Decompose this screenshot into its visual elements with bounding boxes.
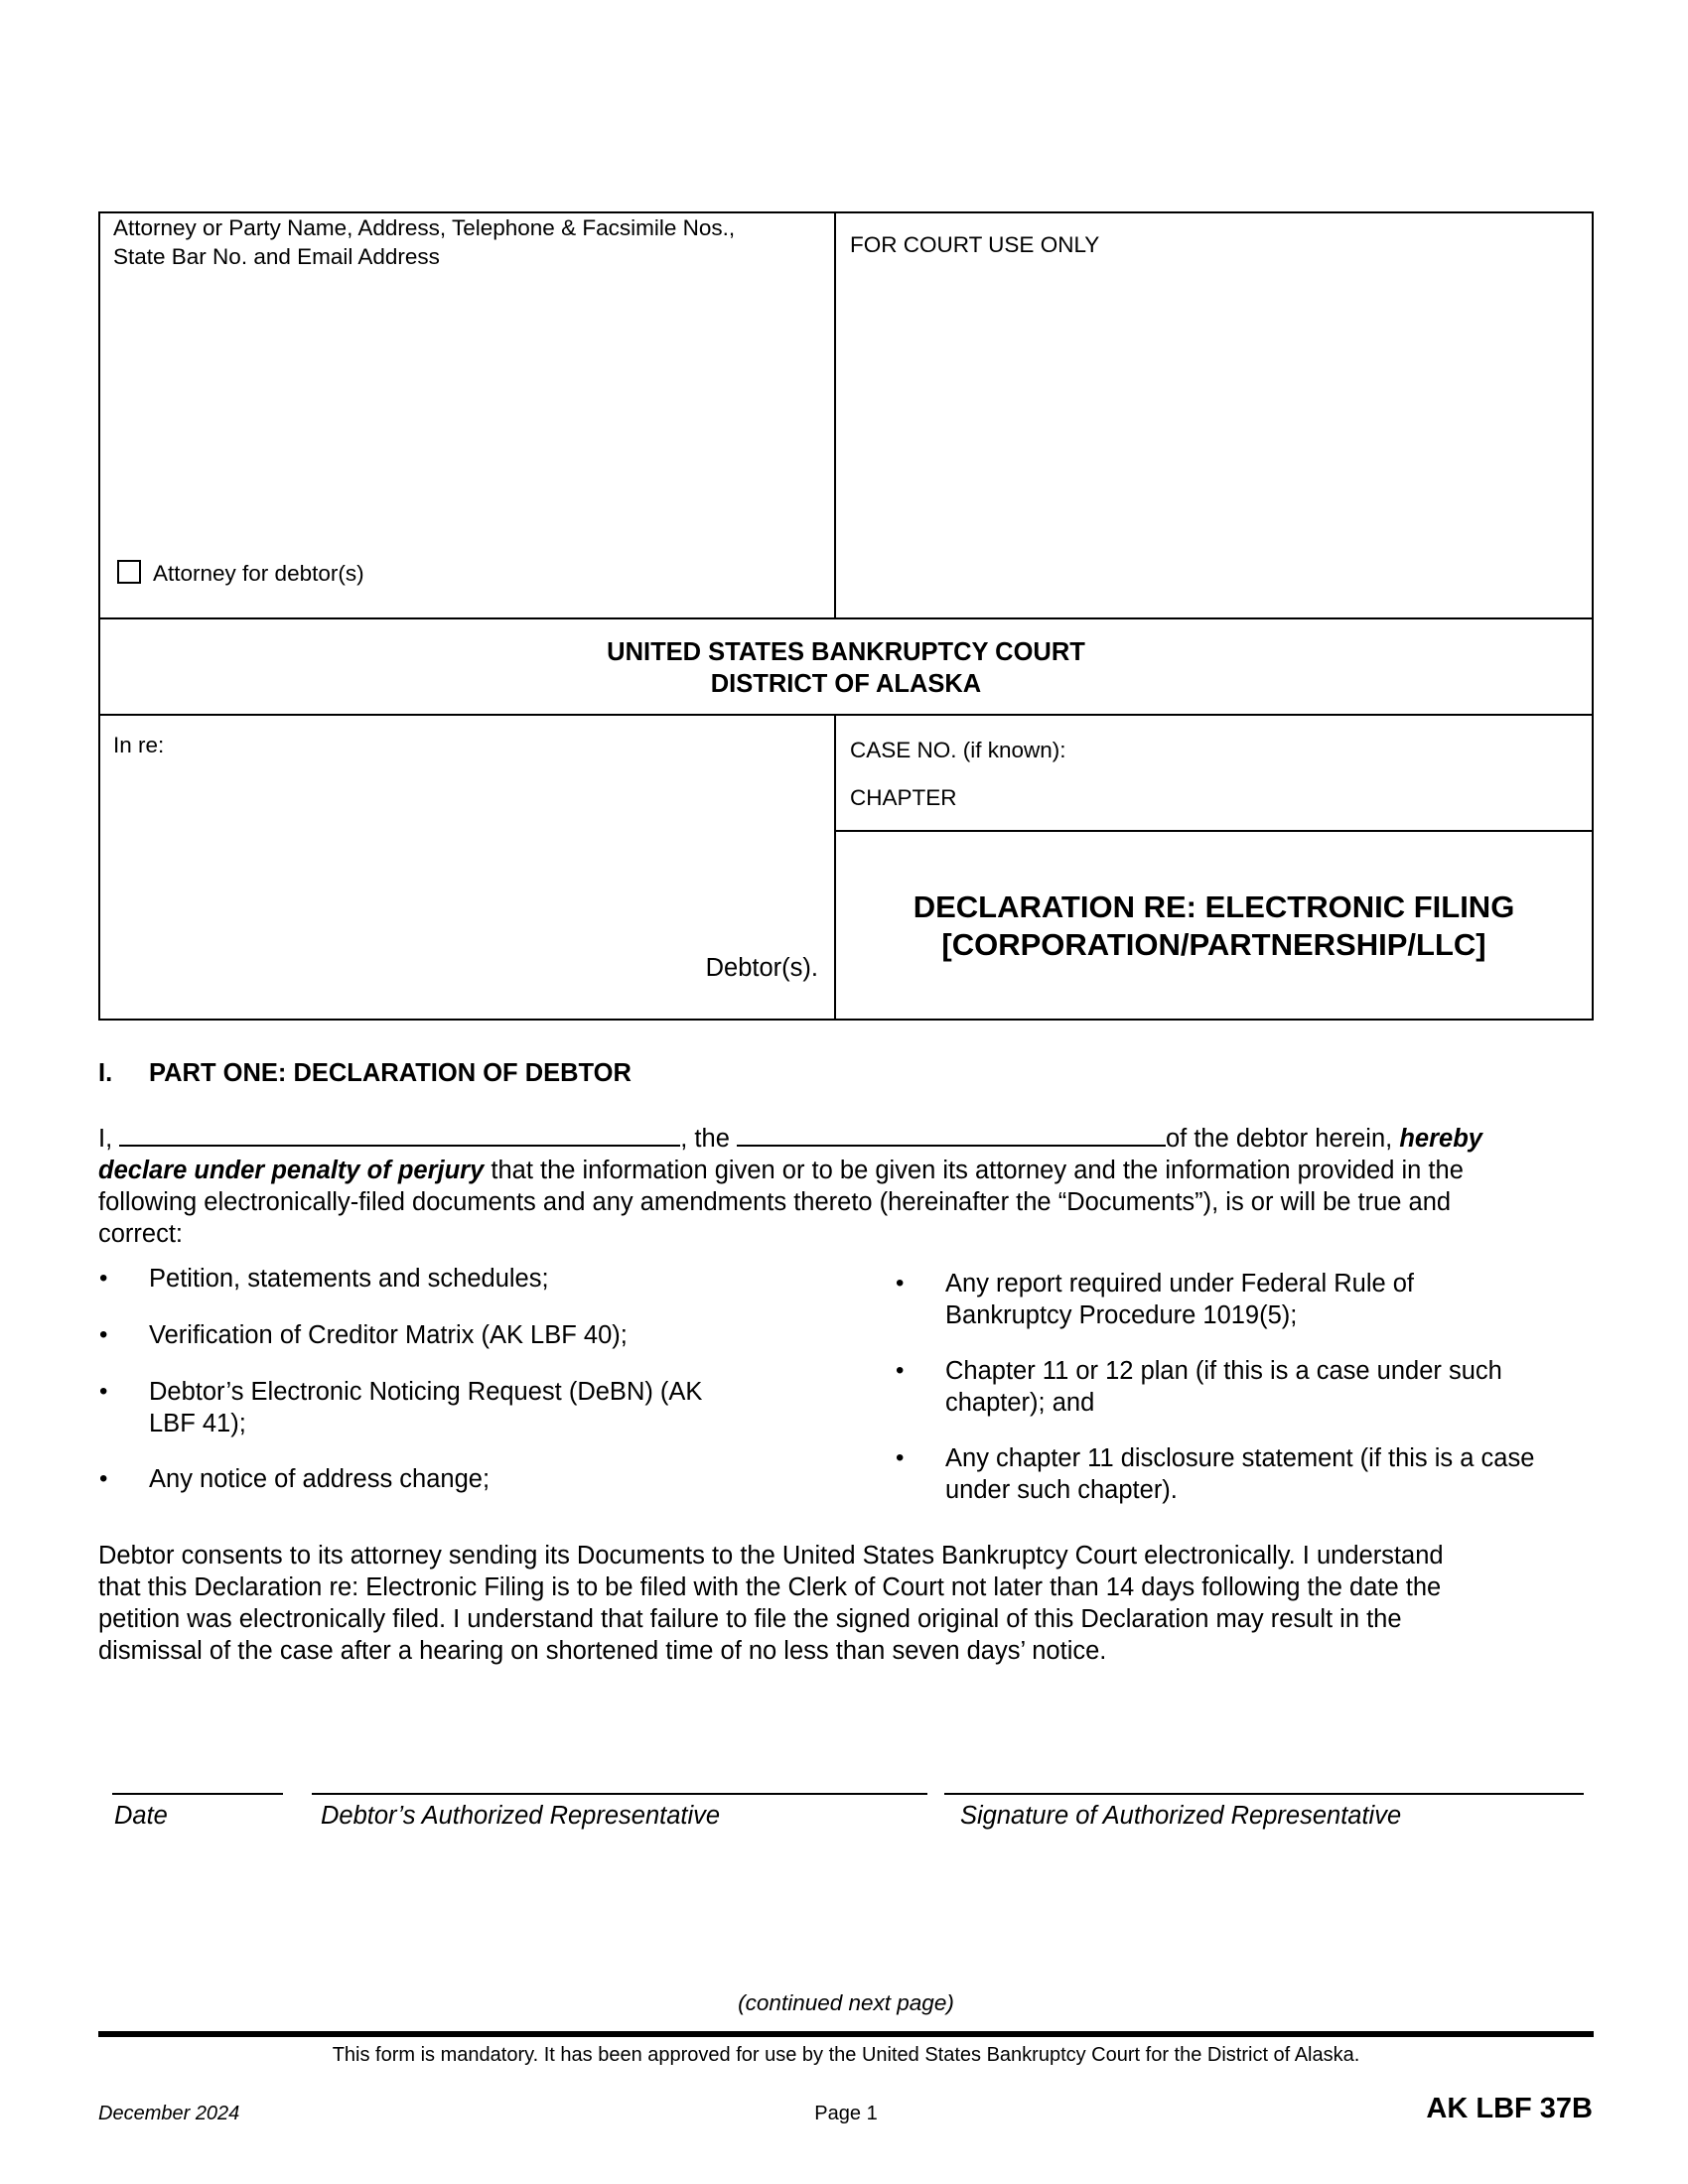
date-signature-line[interactable]	[112, 1793, 283, 1795]
declaration-intro-line4: correct:	[98, 1220, 184, 1248]
footer-page-number: Page 1	[814, 2103, 878, 2124]
header-divider-1	[98, 617, 1594, 619]
bullet-right-3-line2: under such chapter).	[945, 1476, 1178, 1504]
declarant-title-blank[interactable]	[737, 1123, 1166, 1147]
intro-declare: declare under penalty of perjury	[98, 1157, 485, 1184]
representative-signature-line[interactable]	[312, 1793, 927, 1795]
header-vertical-divider-top	[834, 211, 836, 618]
bullet-dot: •	[99, 1265, 108, 1292]
bullet-right-2-line1: Chapter 11 or 12 plan (if this is a case under such	[945, 1357, 1502, 1385]
header-vertical-divider-bottom	[834, 714, 836, 1021]
bullet-left-2: Verification of Creditor Matrix (AK LBF 40);	[149, 1321, 628, 1349]
part-one-heading: PART ONE: DECLARATION OF DEBTOR	[149, 1059, 632, 1087]
header-divider-2	[98, 714, 1594, 716]
bullet-dot: •	[896, 1444, 905, 1471]
intro-hereby: hereby	[1399, 1125, 1482, 1153]
bullet-dot: •	[99, 1378, 108, 1405]
declarant-name-blank[interactable]	[119, 1123, 680, 1147]
bullet-left-3-line1: Debtor’s Electronic Noticing Request (DeBN) (AK	[149, 1378, 703, 1406]
mandatory-notice: This form is mandatory. It has been approved for use by the United States Bankruptcy Court for the District of Alaska.	[332, 2044, 1360, 2066]
date-label: Date	[114, 1802, 168, 1830]
bullet-left-1: Petition, statements and schedules;	[149, 1265, 549, 1293]
bullet-right-3-line1: Any chapter 11 disclosure statement (if this is a case	[945, 1444, 1535, 1472]
bullet-right-1-line2: Bankruptcy Procedure 1019(5);	[945, 1301, 1298, 1329]
form-id: AK LBF 37B	[1426, 2093, 1593, 2124]
attorney-for-debtors-label: Attorney for debtor(s)	[153, 561, 364, 586]
consent-line4: dismissal of the case after a hearing on shortened time of no less than seven days’ notice.	[98, 1637, 1107, 1665]
bullet-left-3-line2: LBF 41);	[149, 1410, 246, 1437]
signature-label: Signature of Authorized Representative	[960, 1802, 1402, 1830]
authorized-signature-line[interactable]	[944, 1793, 1584, 1795]
attorney-for-debtors-checkbox[interactable]	[117, 560, 141, 584]
court-name-line2: DISTRICT OF ALASKA	[710, 670, 982, 698]
debtors-label: Debtor(s).	[705, 954, 818, 982]
part-one-number: I.	[98, 1059, 113, 1087]
continued-note: (continued next page)	[738, 1990, 954, 2015]
consent-line3: petition was electronically filed. I understand that failure to file the signed original of this Declaration may result in the	[98, 1605, 1402, 1633]
declaration-intro-line1	[98, 1123, 1482, 1155]
court-name-line1: UNITED STATES BANKRUPTCY COURT	[607, 638, 1085, 666]
consent-line2: that this Declaration re: Electronic Filing is to be filed with the Clerk of Court not later than 14 days following the date the	[98, 1573, 1442, 1601]
representative-label: Debtor’s Authorized Representative	[321, 1802, 721, 1830]
declaration-intro-line3: following electronically-filed documents and any amendments thereto (hereinafter the “Documents”), is or will be true and	[98, 1188, 1452, 1216]
attorney-label-line2: State Bar No. and Email Address	[113, 244, 440, 269]
court-use-only-label: FOR COURT USE ONLY	[850, 232, 1100, 257]
form-title-line2: [CORPORATION/PARTNERSHIP/LLC]	[941, 927, 1486, 962]
bullet-dot: •	[99, 1465, 108, 1492]
intro-of-debtor: of the debtor herein,	[1165, 1125, 1393, 1153]
header-divider-3	[834, 830, 1594, 832]
bullet-right-1-line1: Any report required under Federal Rule of	[945, 1270, 1415, 1297]
footer-rule	[98, 2031, 1594, 2037]
bullet-right-2-line2: chapter); and	[945, 1389, 1095, 1417]
footer-date: December 2024	[98, 2103, 240, 2124]
attorney-label-line1: Attorney or Party Name, Address, Telephone & Facsimile Nos.,	[113, 215, 736, 240]
declaration-intro-line2	[98, 1155, 1464, 1186]
in-re-label: In re:	[113, 733, 165, 757]
intro-rest: that the information given or to be given its attorney and the information provided in the	[484, 1157, 1464, 1184]
bullet-dot: •	[896, 1270, 905, 1297]
bullet-dot: •	[896, 1357, 905, 1384]
form-title-line1: DECLARATION RE: ELECTRONIC FILING	[913, 889, 1515, 924]
chapter-label: CHAPTER	[850, 785, 957, 810]
bullet-dot: •	[99, 1321, 108, 1348]
intro-the: , the	[680, 1125, 730, 1153]
consent-line1: Debtor consents to its attorney sending its Documents to the United States Bankruptcy Court electronically. I understand	[98, 1542, 1444, 1570]
case-no-label: CASE NO. (if known):	[850, 738, 1066, 762]
bullet-left-4: Any notice of address change;	[149, 1465, 491, 1493]
intro-i: I,	[98, 1125, 113, 1153]
